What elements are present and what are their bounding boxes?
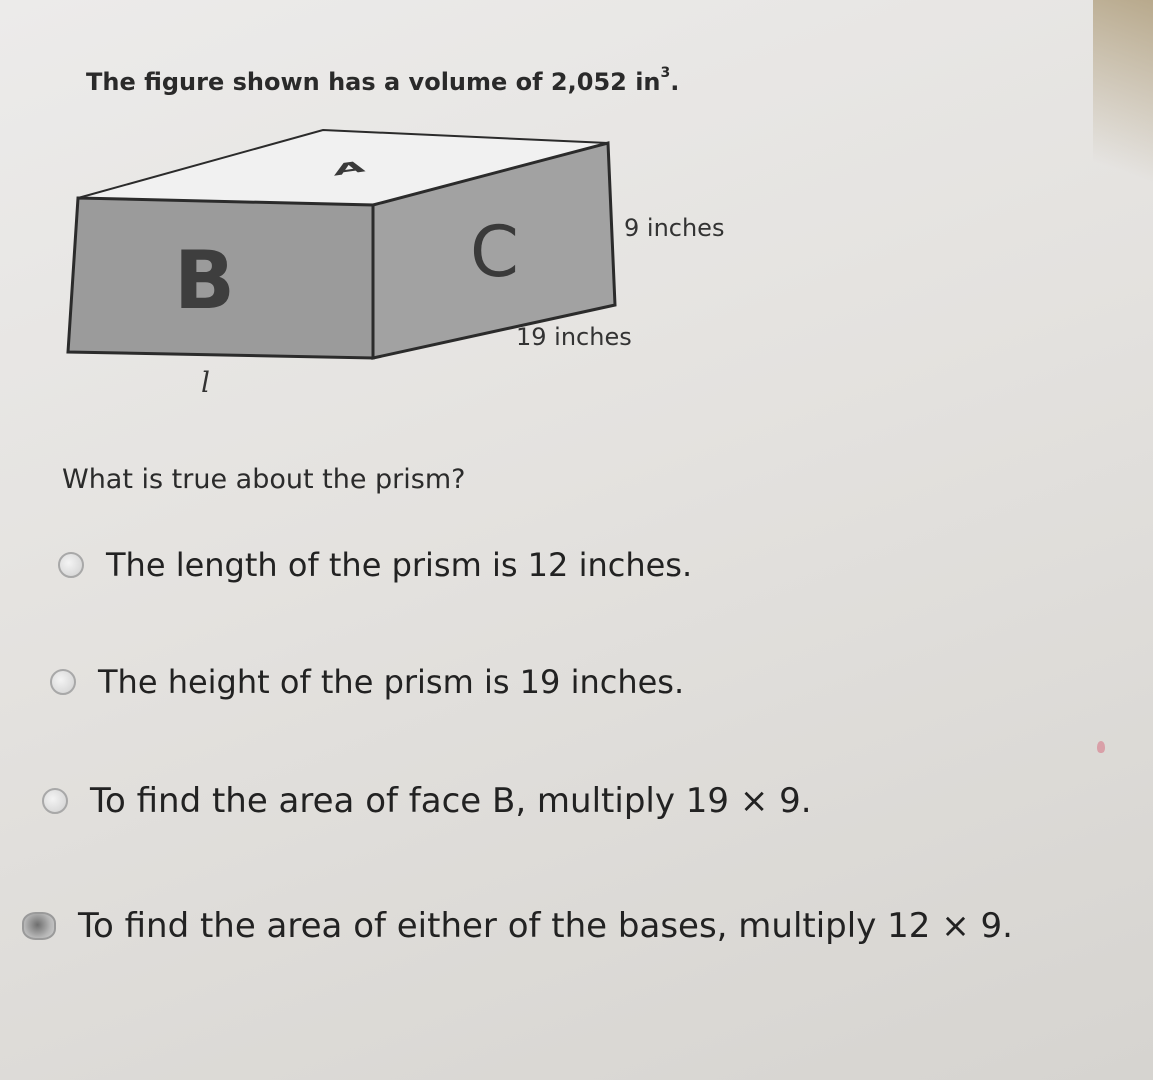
answer-option-4[interactable] bbox=[22, 906, 1013, 946]
volume-period: . bbox=[670, 68, 680, 96]
answer-option-1-label: The length of the prism is 12 inches. bbox=[106, 546, 693, 584]
volume-text: The figure shown has a volume of 2,052 in bbox=[86, 68, 661, 96]
volume-exponent: 3 bbox=[660, 65, 671, 81]
answer-option-1[interactable] bbox=[58, 546, 692, 584]
pink-mark bbox=[1097, 741, 1105, 753]
answer-option-3-label: To find the area of face B, multiply 19 × 9. bbox=[90, 781, 812, 821]
face-a-label: A bbox=[331, 157, 367, 180]
answer-option-2[interactable] bbox=[50, 663, 684, 701]
height-label: 9 inches bbox=[624, 214, 725, 242]
radio-button-1[interactable] bbox=[58, 552, 84, 578]
answer-option-2-label: The height of the prism is 19 inches. bbox=[98, 663, 685, 701]
prism-figure bbox=[0, 0, 1153, 420]
length-label: l bbox=[201, 366, 210, 399]
radio-button-4-selected[interactable] bbox=[22, 912, 56, 940]
radio-button-2[interactable] bbox=[50, 669, 76, 695]
answer-option-3[interactable] bbox=[42, 781, 812, 821]
radio-button-3[interactable] bbox=[42, 788, 68, 814]
question-text: What is true about the prism? bbox=[62, 464, 466, 495]
face-c-label: C bbox=[470, 211, 519, 293]
face-b-label: B bbox=[174, 234, 235, 327]
answer-option-4-label: To find the area of either of the bases, multiply 12 × 9. bbox=[78, 906, 1013, 946]
width-label: 19 inches bbox=[516, 323, 632, 351]
